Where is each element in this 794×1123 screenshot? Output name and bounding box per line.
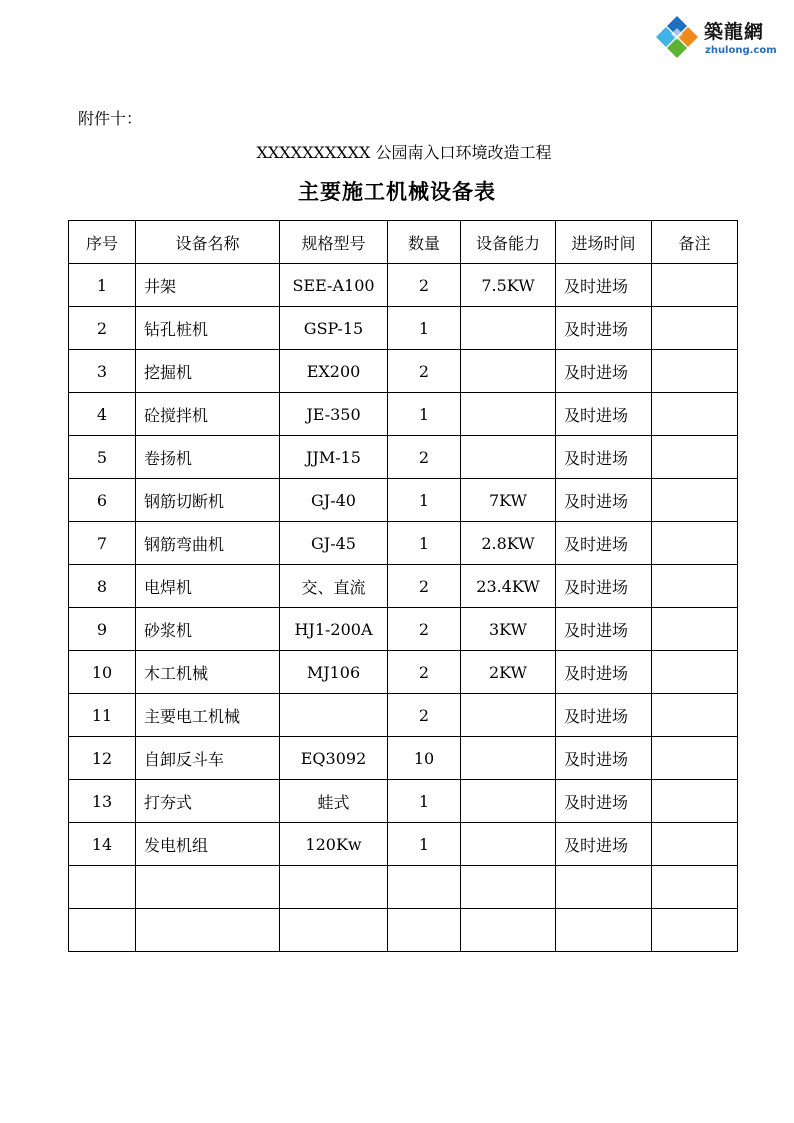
- cell-seq: [69, 866, 136, 909]
- cell-remarks: [652, 479, 738, 522]
- cell-quantity: 10: [388, 737, 461, 780]
- table-row: [69, 823, 738, 866]
- cell-model: 蛙式: [280, 780, 388, 823]
- cell-seq: 7: [69, 522, 136, 565]
- header-capacity: 设备能力: [461, 221, 556, 264]
- cell-capacity: 3KW: [461, 608, 556, 651]
- cell-quantity: 1: [388, 393, 461, 436]
- zhulong-logo: [652, 14, 784, 64]
- cell-entry-time: 及时进场: [556, 479, 652, 522]
- cell-remarks: [652, 393, 738, 436]
- table-row: [69, 264, 738, 307]
- table-row: [69, 866, 738, 909]
- cell-model: HJ1-200A: [280, 608, 388, 651]
- cell-entry-time: 及时进场: [556, 522, 652, 565]
- table-row: [69, 737, 738, 780]
- table-row: [69, 608, 738, 651]
- header-quantity: 数量: [388, 221, 461, 264]
- header-remarks: 备注: [652, 221, 738, 264]
- cell-remarks: [652, 737, 738, 780]
- cell-quantity: 1: [388, 307, 461, 350]
- header-equipment-name: 设备名称: [136, 221, 280, 264]
- cell-capacity: [461, 350, 556, 393]
- cell-capacity: [461, 307, 556, 350]
- cell-seq: 5: [69, 436, 136, 479]
- cell-capacity: 7.5KW: [461, 264, 556, 307]
- cell-quantity: 1: [388, 479, 461, 522]
- cell-remarks: [652, 565, 738, 608]
- cell-entry-time: 及时进场: [556, 608, 652, 651]
- cell-capacity: 23.4KW: [461, 565, 556, 608]
- cell-equipment-name: 卷扬机: [136, 436, 280, 479]
- cell-model: JE-350: [280, 393, 388, 436]
- cell-quantity: 1: [388, 780, 461, 823]
- table-row: [69, 307, 738, 350]
- cell-equipment-name: 砼搅拌机: [136, 393, 280, 436]
- attachment-label: 附件十：: [78, 109, 143, 128]
- cell-seq: 6: [69, 479, 136, 522]
- table-header-row: [69, 221, 738, 264]
- cell-model: EQ3092: [280, 737, 388, 780]
- cell-entry-time: 及时进场: [556, 307, 652, 350]
- table-row: [69, 909, 738, 952]
- cell-remarks: [652, 307, 738, 350]
- document-title: 主要施工机械设备表: [298, 180, 496, 204]
- cell-equipment-name: 木工机械: [136, 651, 280, 694]
- cell-model: 交、直流: [280, 565, 388, 608]
- cell-capacity: [461, 866, 556, 909]
- cell-entry-time: 及时进场: [556, 565, 652, 608]
- cell-model: [280, 866, 388, 909]
- cell-remarks: [652, 264, 738, 307]
- cell-quantity: 2: [388, 350, 461, 393]
- cell-model: GJ-45: [280, 522, 388, 565]
- cell-model: EX200: [280, 350, 388, 393]
- cell-model: [280, 694, 388, 737]
- cell-seq: 9: [69, 608, 136, 651]
- equipment-table: [68, 220, 738, 952]
- table-body: [69, 264, 738, 952]
- cell-entry-time: 及时进场: [556, 264, 652, 307]
- cell-remarks: [652, 909, 738, 952]
- logo-text-en: zhulong.com: [705, 45, 777, 56]
- cell-equipment-name: 钢筋切断机: [136, 479, 280, 522]
- cell-remarks: [652, 866, 738, 909]
- table-row: [69, 565, 738, 608]
- cell-seq: 3: [69, 350, 136, 393]
- cell-equipment-name: 钻孔桩机: [136, 307, 280, 350]
- cell-equipment-name: [136, 909, 280, 952]
- cell-seq: 10: [69, 651, 136, 694]
- cell-capacity: 2KW: [461, 651, 556, 694]
- cell-remarks: [652, 522, 738, 565]
- header-model: 规格型号: [280, 221, 388, 264]
- cell-quantity: 2: [388, 264, 461, 307]
- cell-entry-time: 及时进场: [556, 737, 652, 780]
- cell-entry-time: 及时进场: [556, 436, 652, 479]
- cell-quantity: 2: [388, 651, 461, 694]
- table-row: [69, 436, 738, 479]
- table-row: [69, 694, 738, 737]
- cell-capacity: [461, 780, 556, 823]
- zhulong-logo-icon: [652, 14, 702, 64]
- cell-quantity: 2: [388, 608, 461, 651]
- cell-seq: 8: [69, 565, 136, 608]
- cell-equipment-name: 砂浆机: [136, 608, 280, 651]
- cell-equipment-name: 挖掘机: [136, 350, 280, 393]
- table-row: [69, 350, 738, 393]
- cell-entry-time: 及时进场: [556, 350, 652, 393]
- cell-equipment-name: 电焊机: [136, 565, 280, 608]
- cell-equipment-name: 自卸反斗车: [136, 737, 280, 780]
- cell-capacity: [461, 823, 556, 866]
- cell-model: MJ106: [280, 651, 388, 694]
- cell-model: 120Kw: [280, 823, 388, 866]
- cell-capacity: 7KW: [461, 479, 556, 522]
- header-seq: 序号: [69, 221, 136, 264]
- cell-seq: 14: [69, 823, 136, 866]
- cell-capacity: [461, 436, 556, 479]
- cell-quantity: 2: [388, 565, 461, 608]
- cell-remarks: [652, 436, 738, 479]
- cell-equipment-name: 发电机组: [136, 823, 280, 866]
- cell-remarks: [652, 350, 738, 393]
- cell-model: JJM-15: [280, 436, 388, 479]
- cell-entry-time: [556, 866, 652, 909]
- cell-equipment-name: 打夯式: [136, 780, 280, 823]
- cell-capacity: [461, 737, 556, 780]
- table-row: [69, 393, 738, 436]
- cell-remarks: [652, 651, 738, 694]
- project-name: XXXXXXXXXX 公园南入口环境改造工程: [256, 143, 552, 162]
- cell-entry-time: 及时进场: [556, 823, 652, 866]
- table-row: [69, 651, 738, 694]
- cell-seq: 11: [69, 694, 136, 737]
- cell-seq: 12: [69, 737, 136, 780]
- cell-seq: 1: [69, 264, 136, 307]
- logo-text-cn: 築龍網: [704, 21, 765, 43]
- cell-remarks: [652, 823, 738, 866]
- cell-quantity: 2: [388, 694, 461, 737]
- cell-capacity: [461, 909, 556, 952]
- cell-equipment-name: 主要电工机械: [136, 694, 280, 737]
- cell-seq: 4: [69, 393, 136, 436]
- cell-equipment-name: 钢筋弯曲机: [136, 522, 280, 565]
- cell-remarks: [652, 780, 738, 823]
- cell-model: GSP-15: [280, 307, 388, 350]
- cell-model: SEE-A100: [280, 264, 388, 307]
- cell-remarks: [652, 694, 738, 737]
- cell-entry-time: 及时进场: [556, 651, 652, 694]
- cell-seq: 2: [69, 307, 136, 350]
- cell-quantity: 1: [388, 522, 461, 565]
- cell-model: GJ-40: [280, 479, 388, 522]
- cell-quantity: 2: [388, 436, 461, 479]
- cell-capacity: [461, 393, 556, 436]
- cell-equipment-name: 井架: [136, 264, 280, 307]
- table-row: [69, 522, 738, 565]
- cell-capacity: [461, 694, 556, 737]
- cell-entry-time: [556, 909, 652, 952]
- cell-quantity: 1: [388, 823, 461, 866]
- cell-capacity: 2.8KW: [461, 522, 556, 565]
- cell-equipment-name: [136, 866, 280, 909]
- cell-model: [280, 909, 388, 952]
- cell-entry-time: 及时进场: [556, 393, 652, 436]
- cell-entry-time: 及时进场: [556, 780, 652, 823]
- cell-quantity: [388, 909, 461, 952]
- cell-entry-time: 及时进场: [556, 694, 652, 737]
- cell-seq: 13: [69, 780, 136, 823]
- cell-seq: [69, 909, 136, 952]
- table-row: [69, 479, 738, 522]
- cell-quantity: [388, 866, 461, 909]
- header-entry-time: 进场时间: [556, 221, 652, 264]
- cell-remarks: [652, 608, 738, 651]
- table-row: [69, 780, 738, 823]
